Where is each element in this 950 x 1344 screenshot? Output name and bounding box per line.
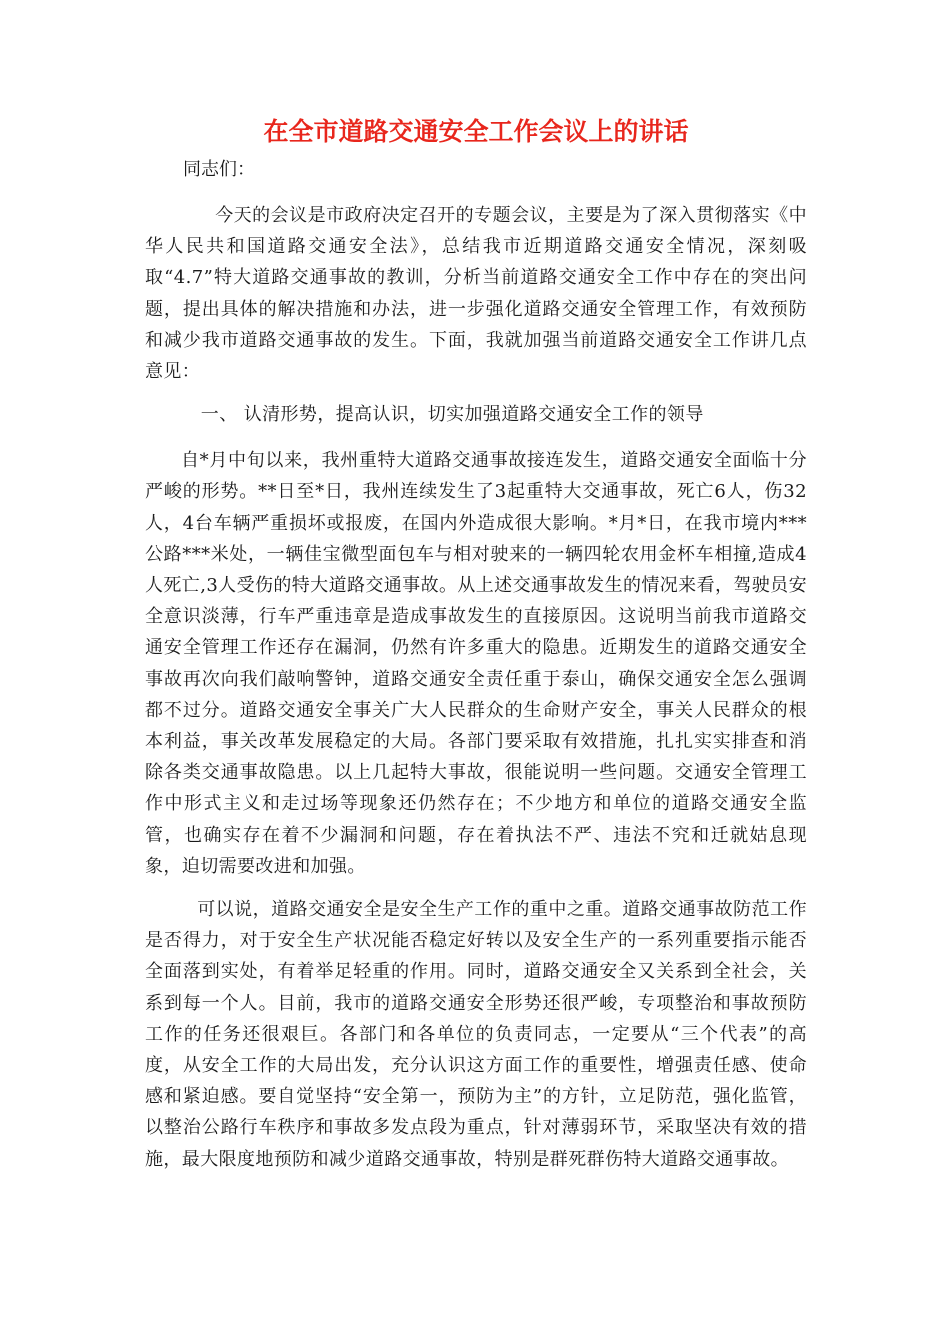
- body-paragraph-importance: 可以说，道路交通安全是安全生产工作的重中之重。道路交通事故防范工作是否得力，对于安全生产状况能否稳定好转以及安全生产的一系列重要指示能否全面落到实处，有着举足轻重的作用。同时，道路交通安全又关系到全社会，关系到每一个人。目前，我市的道路交通安全形势还很严峻，专项整治和事故预防工作的任务还很艰巨。各部门和各单位的负责同志，一定要从“三个代表”的高度，从安全工作的大局出发，充分认识这方面工作的重要性，增强责任感、使命感和紧迫感。要自觉坚持“安全第一，预防为主”的方针，立足防范，强化监管，以整治公路行车秩序和事故多发点段为重点，针对薄弱环节，采取坚决有效的措施，最大限度地预防和减少道路交通事故，特别是群死群伤特大道路交通事故。: [145, 899, 807, 1170]
- body-paragraph-situation: 自*月中旬以来，我州重特大道路交通事故接连发生，道路交通安全面临十分严峻的形势。**日至*日，我州连续发生了3起重特大交通事故，死亡6人，伤32人，4台车辆严重损坏或报废，在国内外造成很大影响。*月*日，在我市境内***公路***米处，一辆佳宝微型面包车与相对驶来的一辆四轮农用金杯车相撞,造成4人死亡,3人受伤的特大道路交通事故。从上述交通事故发生的情况来看，驾驶员安全意识淡薄，行车严重违章是造成事故发生的直接原因。这说明当前我市道路交通安全管理工作还存在漏洞，仍然有许多重大的隐患。近期发生的道路交通安全事故再次向我们敲响警钟，道路交通安全责任重于泰山，确保交通安全怎么强调都不过分。道路交通安全事关广大人民群众的生命财产安全，事关人民群众的根本利益，事关改革发展稳定的大局。各部门要采取有效措施，扎扎实实排查和消除各类交通事故隐患。以上几起特大事故，很能说明一些问题。交通安全管理工作中形式主义和走过场等现象还仍然存在；不少地方和单位的道路交通安全监管，也确实存在着不少漏洞和问题，存在着执法不严、违法不究和迁就姑息现象，迫切需要改进和加强。: [145, 450, 807, 877]
- intro-paragraph: 今天的会议是市政府决定召开的专题会议，主要是为了深入贯彻落实《中华人民共和国道路交通安全法》，总结我市近期道路交通安全情况，深刻吸取“4.7”特大道路交通事故的教训，分析当前道路交通安全工作中存在的突出问题，提出具体的解决措施和办法，进一步强化道路交通安全管理工作，有效预防和减少我市道路交通事故的发生。下面，我就加强当前道路交通安全工作讲几点意见：: [145, 205, 807, 383]
- salutation: 同志们：: [183, 159, 255, 180]
- section-heading-1: 一、 认清形势，提高认识，切实加强道路交通安全工作的领导: [200, 404, 704, 426]
- document-title: 在全市道路交通安全工作会议上的讲话: [263, 117, 689, 146]
- document-page: [145, 112, 807, 1175]
